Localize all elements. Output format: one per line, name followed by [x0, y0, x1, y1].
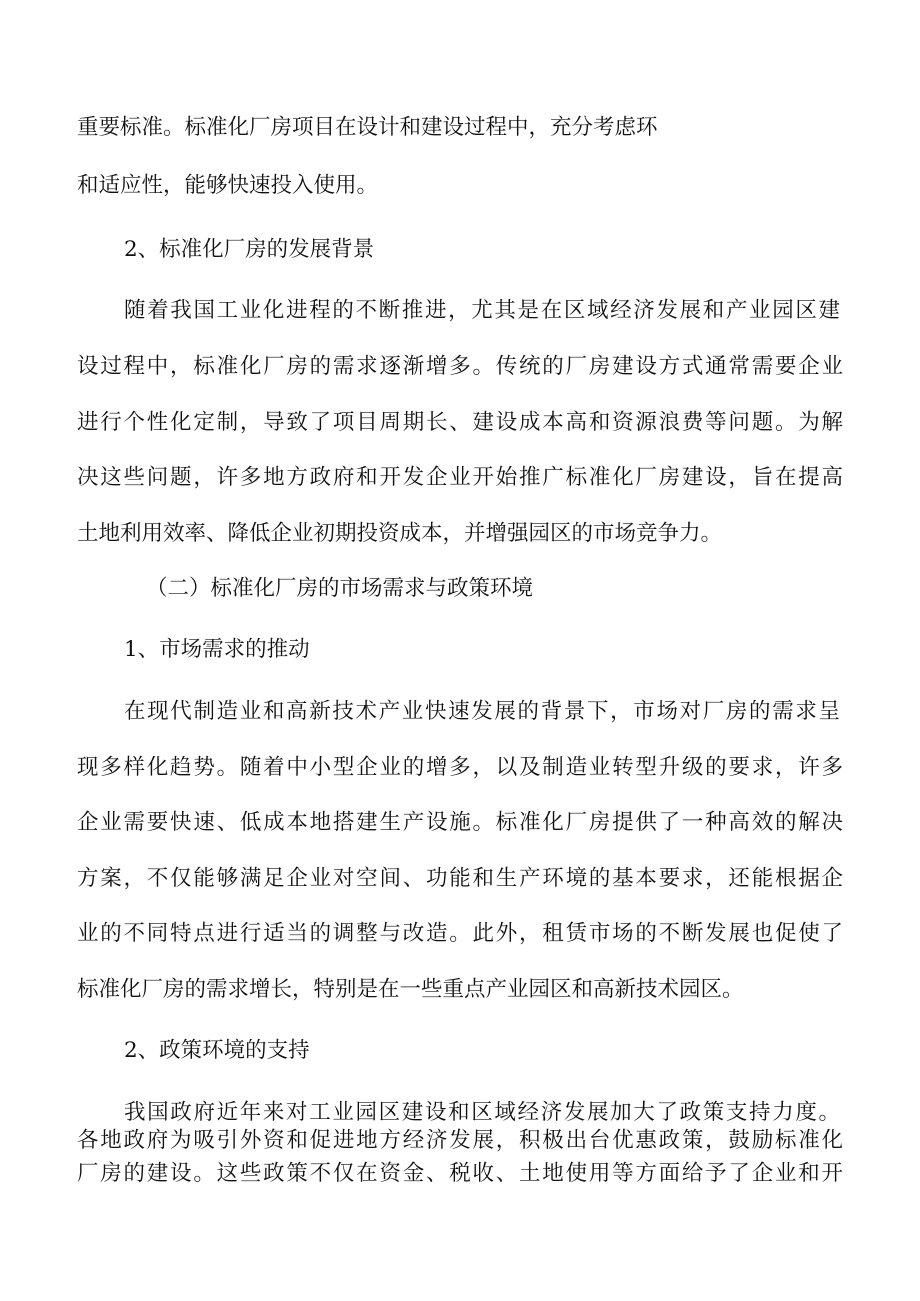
paragraph-line: 设过程中，标准化厂房的需求逐渐增多。传统的厂房建设方式通常需要企业 [77, 354, 843, 379]
paragraph-line: 方案，不仅能够满足企业对空间、功能和生产环境的基本要求，还能根据企 [77, 866, 843, 891]
paragraph-line: 决这些问题，许多地方政府和开发企业开始推广标准化厂房建设，旨在提高 [77, 465, 843, 490]
paragraph-line: 企业需要快速、低成本地搭建生产设施。标准化厂房提供了一种高效的解决 [77, 810, 843, 835]
paragraph-line: 进行个性化定制，导致了项目周期长、建设成本高和资源浪费等问题。为解 [77, 410, 843, 435]
section-heading: 2、政策环境的支持 [124, 1038, 310, 1063]
paragraph-line: 厂房的建设。这些政策不仅在资金、税收、土地使用等方面给予了企业和开 [77, 1161, 843, 1186]
paragraph-line: 标准化厂房的需求增长，特别是在一些重点产业园区和高新技术园区。 [77, 977, 744, 1002]
section-heading: 1、市场需求的推动 [124, 637, 310, 662]
paragraph-line: 随着我国工业化进程的不断推进，尤其是在区域经济发展和产业园区建 [124, 298, 840, 323]
paragraph-line: 重要标准。标准化厂房项目在设计和建设过程中，充分考虑环 [77, 115, 658, 140]
section-heading: 2、标准化厂房的发展背景 [124, 237, 375, 262]
subsection-heading: （二）标准化厂房的市场需求与政策环境 [146, 576, 534, 601]
paragraph-line: 在现代制造业和高新技术产业快速发展的背景下，市场对厂房的需求呈 [124, 699, 840, 724]
paragraph-line: 土地利用效率、降低企业初期投资成本，并增强园区的市场竞争力。 [77, 521, 723, 546]
paragraph-line: 业的不同特点进行适当的调整与改造。此外，租赁市场的不断发展也促使了 [77, 921, 843, 946]
paragraph-line: 和适应性，能够快速投入使用。 [77, 173, 379, 198]
paragraph-line: 现多样化趋势。随着中小型企业的增多，以及制造业转型升级的要求，许多 [77, 755, 843, 780]
paragraph-line: 我国政府近年来对工业园区建设和区域经济发展加大了政策支持力度。 [124, 1100, 840, 1125]
paragraph-line: 各地政府为吸引外资和促进地方经济发展，积极出台优惠政策，鼓励标准化 [77, 1128, 843, 1153]
